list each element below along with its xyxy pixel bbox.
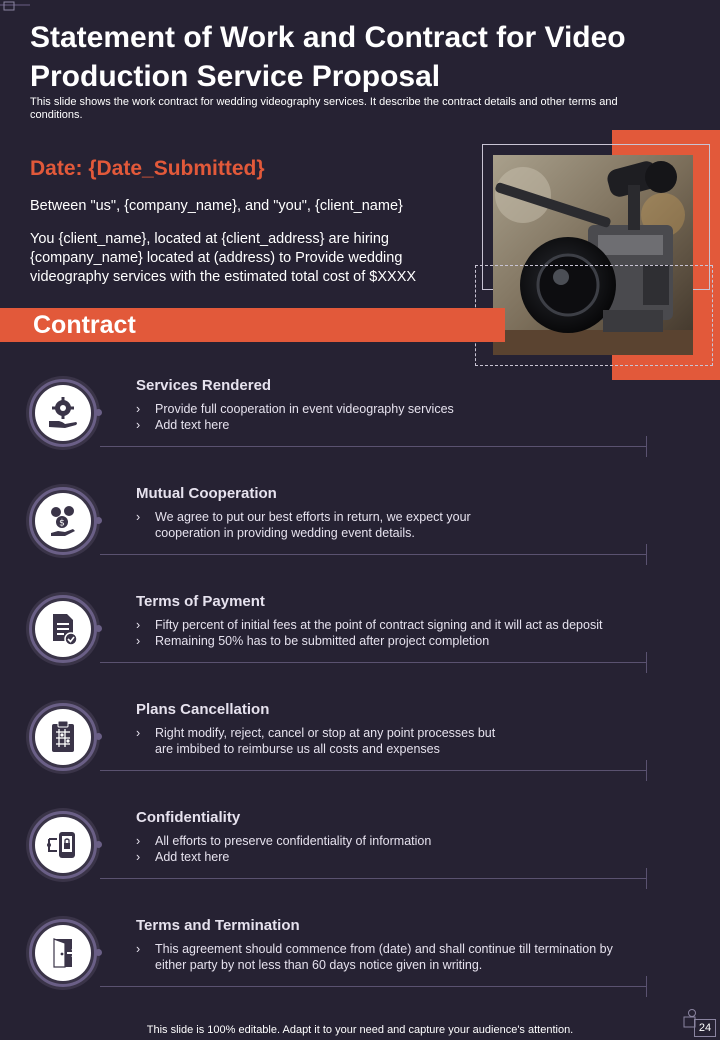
footer-note: This slide is 100% editable. Adapt it to your need and capture your audience's attention. [146,1024,574,1036]
svg-text:$: $ [59,518,65,529]
bullet-item: › Provide full cooperation in event videography services [136,401,656,417]
separator-line [100,446,646,447]
section-terms-of-payment [0,592,720,700]
ring-dot [95,409,102,416]
gear-hand-icon [35,385,91,441]
page-number: 24 [694,1019,716,1037]
photo-frame-dashed [475,265,713,366]
lock-device-icon [35,817,91,873]
section-title: Confidentiality [136,809,241,826]
section-title: Plans Cancellation [136,701,270,718]
separator-tick [646,976,647,997]
ring-dot [95,733,102,740]
page-title: Statement of Work and Contract for Video Production Service Proposal [30,21,626,93]
separator-line [100,770,646,771]
bullet-item: › Add text here [136,417,656,433]
bullet-item: › Right modify, reject, cancel or stop at any point processes but are imbibed to reimburse us all costs and expenses [136,725,506,757]
bullet-item: › This agreement should commence from (date) and shall continue till termination by either party by not less than 60 days notice given in writing. [136,941,636,973]
separator-tick [646,868,647,889]
section-plans-cancellation [0,700,720,808]
bullet-item: › Fifty percent of initial fees at the point of contract signing and it will act as deposit [136,617,656,633]
separator-line [100,986,646,987]
section-terms-and-termination [0,916,720,1024]
section-title: Services Rendered [136,377,272,394]
ring-dot [95,625,102,632]
separator-line [100,662,646,663]
parties-text: Between "us", {company_name}, and "you", {client_name} [30,198,403,214]
separator-tick [646,544,647,565]
bullet-item: › Add text here [136,849,656,865]
ring-dot [95,949,102,956]
separator-tick [646,760,647,781]
section-title: Terms of Payment [136,593,265,610]
section-services-rendered [0,376,720,484]
bullet-list [136,509,496,541]
document-check-icon [35,601,91,657]
section-confidentiality [0,808,720,916]
exit-door-icon [35,925,91,981]
page-subtitle: This slide shows the work contract for wedding videography services. It describe the contract details and other terms and conditions. [30,96,618,121]
section-mutual-cooperation [0,484,720,592]
bullet-list [136,725,506,757]
bullet-list [136,941,636,973]
ring-dot [95,517,102,524]
money-exchange-icon [35,493,91,549]
clipboard-plan-icon [35,709,91,765]
separator-tick [646,436,647,457]
bullet-list [136,401,656,433]
separator-line [100,878,646,879]
hiring-text: You {client_name}, located at {client_address} are hiring {company_name} located at (address) to Provide wedding videography services with the estimated total cost of $XXXX [30,231,417,285]
corner-mark [0,0,30,14]
separator-line [100,554,646,555]
separator-tick [646,652,647,673]
date-line: Date: {Date_Submitted} [30,157,265,180]
contract-heading: Contract [33,311,136,339]
bullet-list [136,617,656,649]
ring-dot [95,841,102,848]
bullet-list [136,833,656,865]
section-title: Terms and Termination [136,917,300,934]
bullet-item: › We agree to put our best efforts in return, we expect your cooperation in providing wedding event details. [136,509,496,541]
bullet-item: › All efforts to preserve confidentiality of information [136,833,656,849]
section-title: Mutual Cooperation [136,485,277,502]
bullet-item: › Remaining 50% has to be submitted after project completion [136,633,656,649]
